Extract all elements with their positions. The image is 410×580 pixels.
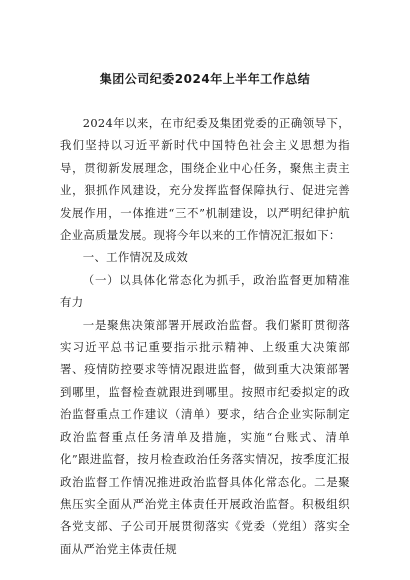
section-heading: 一、工作情况及成效 [82, 250, 189, 265]
subsection-heading: （一）以具体化常态化为抓手，政治监督更加精准有力 [60, 272, 350, 310]
document-title: 集团公司纪委2024年上半年工作总结 [99, 72, 311, 86]
document-body [60, 112, 350, 560]
intro-paragraph: 2024年以来，在市纪委及集团党委的正确领导下，我们坚持以习近平新时代中国特色社会主义思想为指导，贯彻新发展理念，围绕企业中心任务，聚焦主责主业，狠抓作风建设，充分发挥监督保障执行、促进完善发展作用，一体推进“三不”机制建设，以严明纪律护航企业高质量发展。现将今年以来的工作情况汇报如下： [60, 116, 350, 243]
body-paragraph: 一是聚焦决策部署开展政治监督。我们紧盯贯彻落实习近平总书记重要指示批示精神、上级重大决策部署、疫情防控要求等情况跟进监督，做到重大决策部署到哪里，监督检查就跟进到哪里。按照市纪委拟定的政治监督重点工作建议（清单）要求，结合企业实际制定政治监督重点任务清单及措施，实施“台账式、清单化”跟进监督，按月检查政治任务落实情况，按季度汇报政治监督工作情况推进政治监督具体化常态化。二是聚焦压实全面从严治党主体责任开展政治监督。积极组织各党支部、子公司开展贯彻落实《党委（党组）落实全面从严治党主体责任规 [60, 317, 350, 556]
